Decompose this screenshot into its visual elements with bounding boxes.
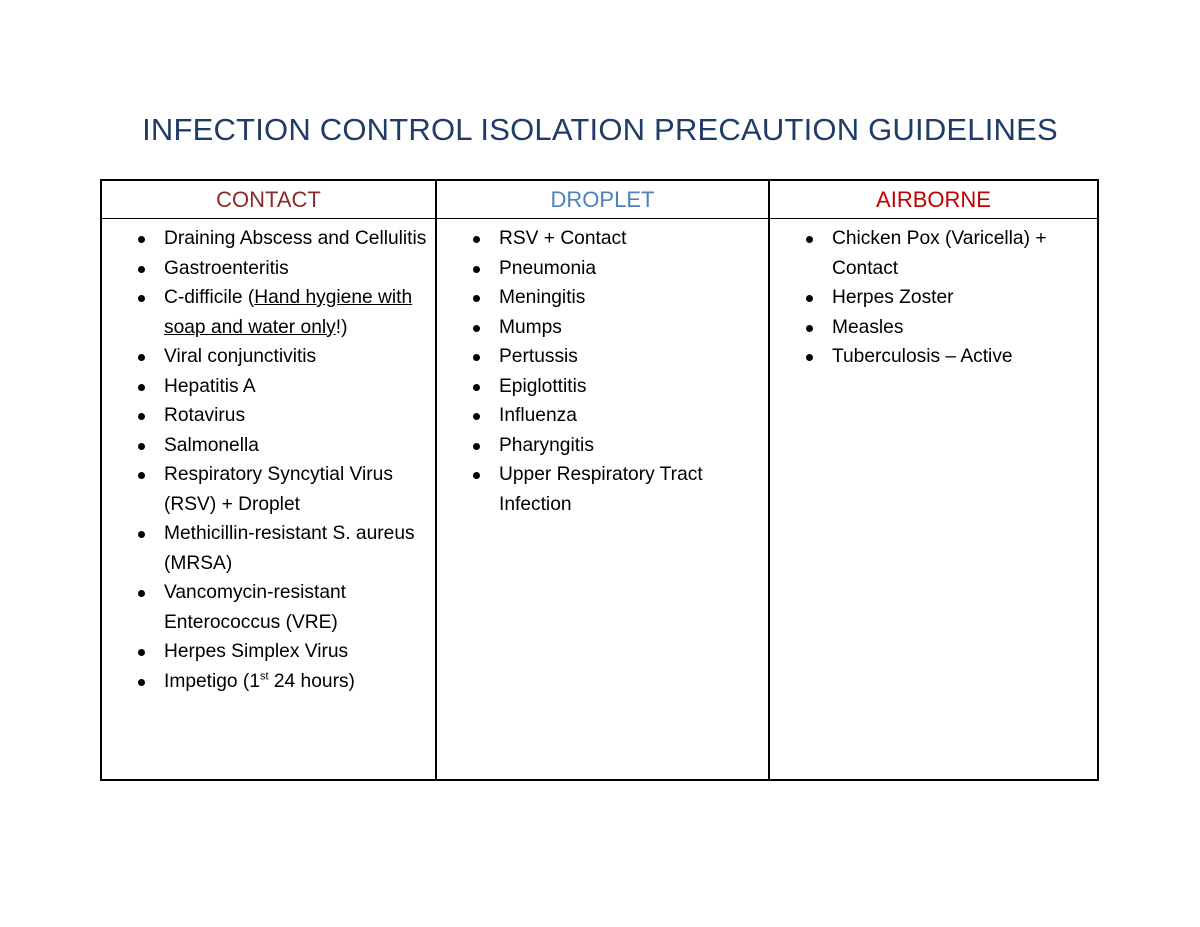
list-item: Tuberculosis – Active (832, 342, 1091, 372)
list-item: Vancomycin-resistant Enterococcus (VRE) (164, 578, 429, 637)
bullet-icon (806, 354, 813, 361)
bullet-icon (473, 325, 480, 332)
list-item: Viral conjunctivitis (164, 342, 429, 372)
list-item: Measles (832, 313, 1091, 343)
bullet-icon (473, 384, 480, 391)
bullet-icon (473, 236, 480, 243)
list-item: Epiglottitis (499, 372, 762, 402)
list-item: Chicken Pox (Varicella) + Contact (832, 224, 1091, 283)
contact-column (102, 181, 435, 779)
bullet-icon (138, 649, 145, 656)
precaution-table (100, 179, 1099, 781)
droplet-list (437, 219, 768, 519)
bullet-icon (473, 354, 480, 361)
list-item: Mumps (499, 313, 762, 343)
bullet-icon (138, 236, 145, 243)
list-item: Pneumonia (499, 254, 762, 284)
bullet-icon (138, 590, 145, 597)
bullet-icon (473, 266, 480, 273)
list-item: C-difficile (Hand hygiene with soap and water only!) (164, 283, 429, 342)
airborne-list (770, 219, 1097, 372)
bullet-icon (138, 531, 145, 538)
list-item: Respiratory Syncytial Virus (RSV) + Droplet (164, 460, 429, 519)
list-item: Gastroenteritis (164, 254, 429, 284)
page-title: INFECTION CONTROL ISOLATION PRECAUTION GUIDELINES (142, 112, 1058, 147)
list-item: Herpes Simplex Virus (164, 637, 429, 667)
bullet-icon (138, 472, 145, 479)
list-item: Upper Respiratory Tract Infection (499, 460, 762, 519)
hand-hygiene-note: Hand hygiene with soap and water only (164, 287, 413, 338)
list-item: Hepatitis A (164, 372, 429, 402)
bullet-icon (473, 472, 480, 479)
droplet-column (435, 181, 768, 779)
list-item: Herpes Zoster (832, 283, 1091, 313)
bullet-icon (473, 413, 480, 420)
bullet-icon (138, 443, 145, 450)
bullet-icon (473, 295, 480, 302)
contact-list (102, 219, 435, 696)
bullet-icon (473, 443, 480, 450)
airborne-header: AIRBORNE (770, 181, 1097, 219)
list-item: Meningitis (499, 283, 762, 313)
bullet-icon (806, 325, 813, 332)
contact-header: CONTACT (102, 181, 435, 219)
bullet-icon (806, 236, 813, 243)
list-item: Salmonella (164, 431, 429, 461)
droplet-header: DROPLET (437, 181, 768, 219)
list-item: Methicillin-resistant S. aureus (MRSA) (164, 519, 429, 578)
bullet-icon (138, 413, 145, 420)
list-item: RSV + Contact (499, 224, 762, 254)
bullet-icon (138, 354, 145, 361)
bullet-icon (138, 266, 145, 273)
list-item: Rotavirus (164, 401, 429, 431)
list-item: Influenza (499, 401, 762, 431)
list-item: Pharyngitis (499, 431, 762, 461)
airborne-column (768, 181, 1097, 779)
bullet-icon (806, 295, 813, 302)
bullet-icon (138, 679, 145, 686)
list-item: Impetigo (1st 24 hours) (164, 667, 429, 697)
bullet-icon (138, 295, 145, 302)
list-item: Pertussis (499, 342, 762, 372)
bullet-icon (138, 384, 145, 391)
list-item: Draining Abscess and Cellulitis (164, 224, 429, 254)
